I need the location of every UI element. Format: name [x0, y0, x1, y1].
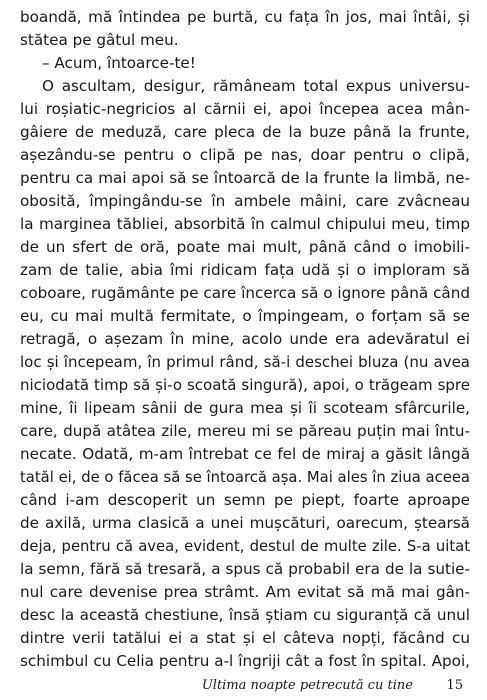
page-number: 15: [446, 678, 463, 693]
text-line: când i-am descoperit un semn pe piept, foarte aproape: [20, 491, 470, 509]
text-line: de un sfert de oră, poate mai mult, până când o imobili-: [20, 238, 470, 256]
text-line: dintre verii tatălui ei a stat și el câteva nopți, făcând cu: [20, 629, 470, 647]
text-line: stătea pe gâtul meu.: [20, 31, 179, 49]
text-line: la semn, fără să tresară, a spus că probabil era de la sutie-: [20, 560, 470, 578]
text-line: loc și începeam, în primul rând, să-i deschei bluza (nu avea: [20, 353, 470, 371]
text-line: gâiere de meduză, care pleca de la buze până la frunte,: [20, 123, 470, 141]
text-line: zam de talie, abia îmi ridicam fața udă și o imploram să: [20, 261, 470, 279]
text-line: coboare, rugământe pe care încerca să o ignore până când: [20, 284, 470, 302]
text-line: așezându-se pentru o clipă pe nas, doar pentru o clipă,: [20, 146, 470, 164]
text-line: nul care devenise prea strâmt. Am evitat să mă mai gân-: [20, 583, 470, 601]
running-footer-title: Ultima noapte petrecută cu tine: [201, 678, 413, 693]
text-line: eu, cu mai multă fermitate, o împingeam, o forțam să se: [20, 307, 470, 325]
text-line: lui roșiatic-negricios al cărnii ei, apoi începea acea mân-: [20, 100, 470, 118]
text-line: niciodată timp să și-o scoată singură), apoi, o trăgeam spre: [20, 376, 470, 394]
text-line: care, după atâtea zile, mereu mi se păreau puțin mai întu-: [20, 422, 470, 440]
text-line: de axilă, urma clasică a unei mușcături, oarecum, ștearsă: [20, 514, 470, 532]
text-line: schimbul cu Celia pentru a-l îngriji cât a fost în spital. Apoi,: [20, 652, 470, 670]
page-footer: [0, 676, 463, 696]
text-line: – Acum, întoarce-te!: [42, 54, 196, 72]
text-line: retragă, o așezam în mine, acolo unde era adevăratul ei: [20, 330, 470, 348]
text-line: boandă, mă întindea pe burtă, cu fața în jos, mai întâi, și: [20, 8, 470, 26]
text-line: tatăl ei, de o făcea să se întoarcă așa. Mai ales în ziua aceea: [20, 469, 470, 486]
text-line: deja, pentru că avea, evident, destul de multe zile. S-a uitat: [20, 538, 470, 555]
text-line: mine, îi lipeam sânii de gura mea și îi scoteam sfârcurile,: [20, 399, 470, 417]
text-line: pentru ca mai apoi să se întoarcă de la frunte la limbă, ne-: [20, 169, 470, 187]
text-line: obosită, împingându-se în ambele mâini, care zvâcneau: [20, 192, 470, 210]
text-line: necate. Odată, m-am întrebat ce fel de miraj a găsit lângă: [20, 445, 470, 463]
text-line: O ascultam, desigur, rămâneam total expus universu-: [42, 77, 470, 95]
text-line: desc la această chestiune, însă știam cu siguranță că unul: [20, 606, 470, 624]
page-body-text: [20, 6, 470, 673]
text-line: la marginea tăbliei, absorbită în calmul chipului meu, timp: [20, 215, 470, 233]
